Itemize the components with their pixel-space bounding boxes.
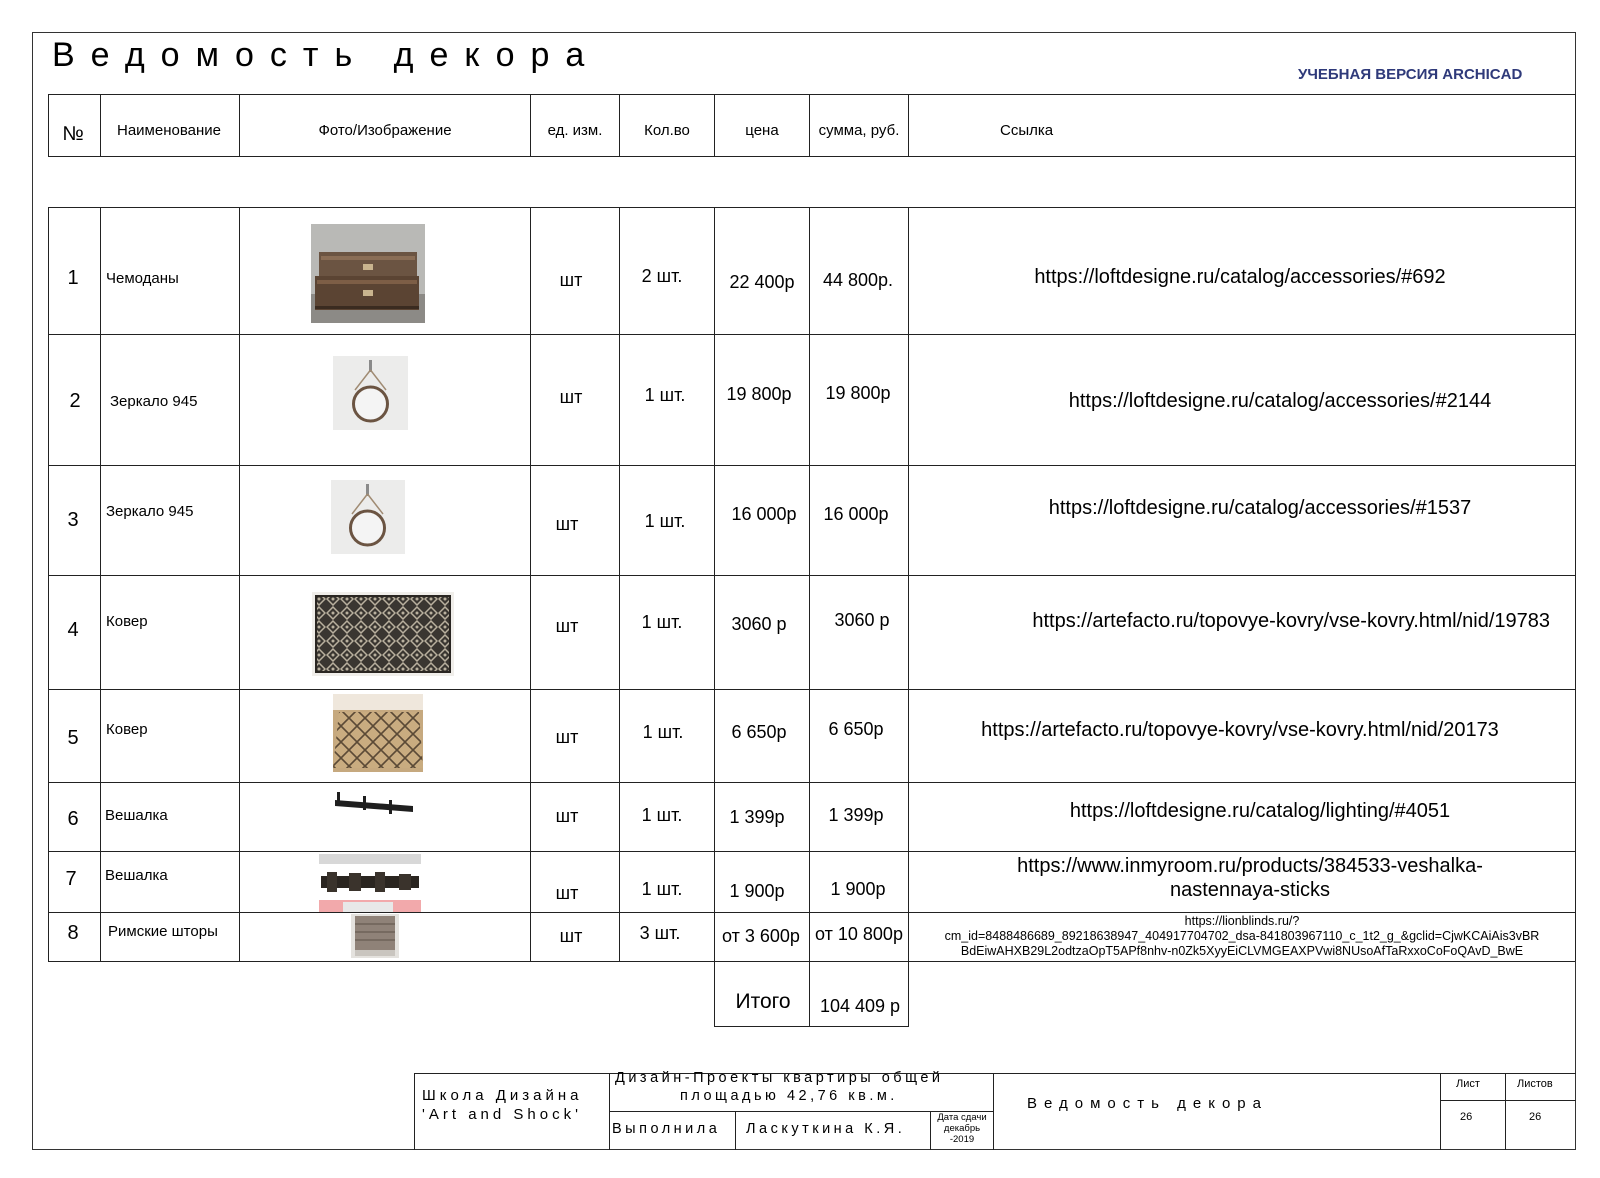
row-8-qty: 3 шт.: [639, 922, 681, 943]
row-4-num: 4: [67, 618, 79, 641]
header-qty: Кол.во: [644, 121, 690, 139]
row-4-price: 3060 р: [731, 613, 787, 634]
row-1-price: 22 400р: [729, 271, 795, 292]
total-label: Итого: [735, 990, 791, 1013]
title-block-line: [735, 1111, 736, 1150]
title-block-line: [1505, 1073, 1506, 1150]
school-name: Школа Дизайна: [422, 1087, 583, 1104]
title-block-line: [1440, 1100, 1576, 1101]
row-6-sum: 1 399р: [828, 804, 884, 825]
row-8-link-line-2[interactable]: cm_id=8488486689_89218638947_404917704702_dsa-841803967110_c_1t2_g_&gclid=CjwKCAiAis3vBR: [944, 928, 1540, 943]
sheet-number: 26: [1460, 1111, 1473, 1123]
row-3-qty: 1 шт.: [644, 510, 686, 531]
sheets-label: Листов: [1517, 1078, 1553, 1090]
row-line: [48, 94, 1575, 95]
row-4-qty: 1 шт.: [641, 611, 683, 632]
total-value: 104 409 р: [819, 995, 901, 1016]
sheet-title: Ведомость декора: [1027, 1095, 1268, 1112]
row-6-price: 1 399р: [729, 806, 785, 827]
row-6-unit: шт: [555, 805, 579, 826]
row-1-sum: 44 800р.: [822, 269, 894, 290]
total-cell-line: [714, 1026, 908, 1027]
row-4-link[interactable]: https://artefacto.ru/topovye-kovry/vse-kovry.html/nid/19783: [1032, 609, 1550, 632]
column-line: [100, 207, 101, 961]
row-3-link[interactable]: https://loftdesigne.ru/catalog/accessories/#1537: [1048, 496, 1472, 519]
column-line: [908, 94, 909, 156]
row-5-name: Ковер: [106, 720, 148, 738]
row-7-sum: 1 900р: [830, 878, 886, 899]
row-line: [48, 156, 1575, 157]
patterned-rug-photo: [312, 592, 454, 676]
project-line-1: Дизайн-Проекты квартиры общей: [615, 1070, 944, 1086]
title-block-line: [414, 1073, 1576, 1074]
row-line: [48, 851, 1575, 852]
row-8-link[interactable]: [912, 910, 1572, 962]
date-label-line-3: -2019: [949, 1134, 975, 1145]
row-5-price: 6 650р: [731, 721, 787, 742]
row-7-link-line-1[interactable]: https://www.inmyroom.ru/products/384533-veshalka-: [1017, 855, 1483, 877]
header-link: Ссылка: [1000, 121, 1054, 139]
column-line: [714, 207, 715, 961]
row-5-unit: шт: [555, 726, 579, 747]
sheets-count: 26: [1529, 1111, 1542, 1123]
performer-label: Выполнила: [612, 1121, 721, 1137]
row-7-qty: 1 шт.: [641, 878, 683, 899]
performer-name: Ласкуткина К.Я.: [746, 1121, 906, 1137]
row-line: [48, 689, 1575, 690]
row-8-price: от 3 600р: [722, 925, 800, 946]
submission-date: [932, 1112, 992, 1145]
date-label-line-1: Дата сдачи: [937, 1112, 987, 1123]
row-3-sum: 16 000р: [823, 503, 889, 524]
wall-hanger-photo: [333, 790, 415, 818]
date-label-line-2: декабрь: [943, 1123, 981, 1134]
title-block-line: [993, 1073, 994, 1150]
row-2-name: Зеркало 945: [110, 392, 198, 410]
header-price: цена: [745, 121, 779, 139]
row-7-unit: шт: [555, 882, 579, 903]
archicad-watermark: УЧЕБНАЯ ВЕРСИЯ ARCHICAD: [1298, 66, 1523, 83]
sheet-frame: [32, 32, 1576, 1150]
row-6-num: 6: [67, 807, 79, 830]
row-8-name: Римские шторы: [108, 922, 218, 940]
project-line-2: площадью 42,76 кв.м.: [680, 1088, 898, 1104]
round-mirror-photo: [333, 356, 408, 430]
column-line: [530, 207, 531, 961]
row-3-name: Зеркало 945: [106, 502, 194, 520]
header-unit: ед. изм.: [547, 121, 603, 139]
row-7-name: Вешалка: [105, 866, 168, 884]
row-line: [48, 782, 1575, 783]
row-3-price: 16 000р: [731, 503, 797, 524]
row-7-link[interactable]: [910, 853, 1590, 903]
header-sum: сумма, руб.: [818, 121, 900, 139]
row-line: [48, 207, 1575, 208]
row-1-name: Чемоданы: [106, 269, 179, 287]
header-name: Наименование: [117, 121, 221, 139]
total-cell-line: [714, 961, 715, 1027]
row-7-link-line-2[interactable]: nastennaya-sticks: [1169, 879, 1331, 901]
row-8-link-line-3[interactable]: BdEiwAHXB29L2odtzaOpT5APf8nhv-n0Zk5XyyEiCLVMGEAXPVwi8NUsoAfTaRxxoCoFoQAvD_BwE: [960, 943, 1524, 958]
header-num: №: [62, 122, 84, 145]
row-8-link-line-1[interactable]: https://lionblinds.ru/?: [1184, 913, 1300, 928]
row-4-sum: 3060 р: [834, 609, 890, 630]
row-6-link[interactable]: https://loftdesigne.ru/catalog/lighting/#4051: [1069, 799, 1451, 822]
row-line: [48, 575, 1575, 576]
title-block-line: [414, 1073, 415, 1150]
lattice-rug-photo: [333, 694, 423, 772]
school-brand: 'Art and Shock': [422, 1106, 582, 1123]
row-3-num: 3: [67, 508, 79, 531]
row-6-name: Вешалка: [105, 806, 168, 824]
row-2-qty: 1 шт.: [644, 384, 686, 405]
row-4-name: Ковер: [106, 612, 148, 630]
row-2-link[interactable]: https://loftdesigne.ru/catalog/accessories/#2144: [1068, 389, 1492, 412]
header-photo: Фото/Изображение: [318, 121, 452, 139]
round-mirror-photo: [331, 480, 405, 554]
row-1-num: 1: [67, 266, 79, 289]
row-5-num: 5: [67, 726, 79, 749]
column-line: [239, 207, 240, 961]
column-line: [1575, 94, 1576, 961]
row-3-unit: шт: [555, 513, 579, 534]
row-line: [48, 334, 1575, 335]
row-1-link[interactable]: https://loftdesigne.ru/catalog/accessories/#692: [1034, 265, 1446, 288]
row-2-unit: шт: [559, 386, 583, 407]
row-7-price: 1 900р: [729, 880, 785, 901]
row-2-sum: 19 800р: [825, 382, 891, 403]
row-1-unit: шт: [559, 269, 583, 290]
row-1-qty: 2 шт.: [641, 265, 683, 286]
row-4-unit: шт: [555, 615, 579, 636]
row-5-qty: 1 шт.: [642, 721, 684, 742]
title-block-line: [930, 1111, 931, 1150]
row-5-link[interactable]: https://artefacto.ru/topovye-kovry/vse-kovry.html/nid/20173: [981, 718, 1499, 741]
row-8-num: 8: [67, 921, 79, 944]
page-title: Ведомость декора: [52, 36, 601, 74]
sticks-hanger-photo: [319, 852, 421, 912]
row-7-num: 7: [65, 867, 77, 890]
row-5-sum: 6 650р: [828, 718, 884, 739]
column-line: [908, 207, 909, 961]
row-8-sum: от 10 800р: [815, 923, 903, 944]
row-6-qty: 1 шт.: [641, 804, 683, 825]
row-8-unit: шт: [559, 925, 583, 946]
sheet-label: Лист: [1456, 1078, 1480, 1090]
row-2-price: 19 800р: [726, 383, 792, 404]
row-line: [48, 465, 1575, 466]
title-block-line: [1440, 1073, 1441, 1150]
suitcases-photo: [311, 224, 425, 323]
row-2-num: 2: [69, 389, 81, 412]
column-line: [809, 207, 810, 961]
column-line: [48, 207, 49, 961]
column-line: [619, 207, 620, 961]
roman-blind-photo: [351, 914, 399, 958]
